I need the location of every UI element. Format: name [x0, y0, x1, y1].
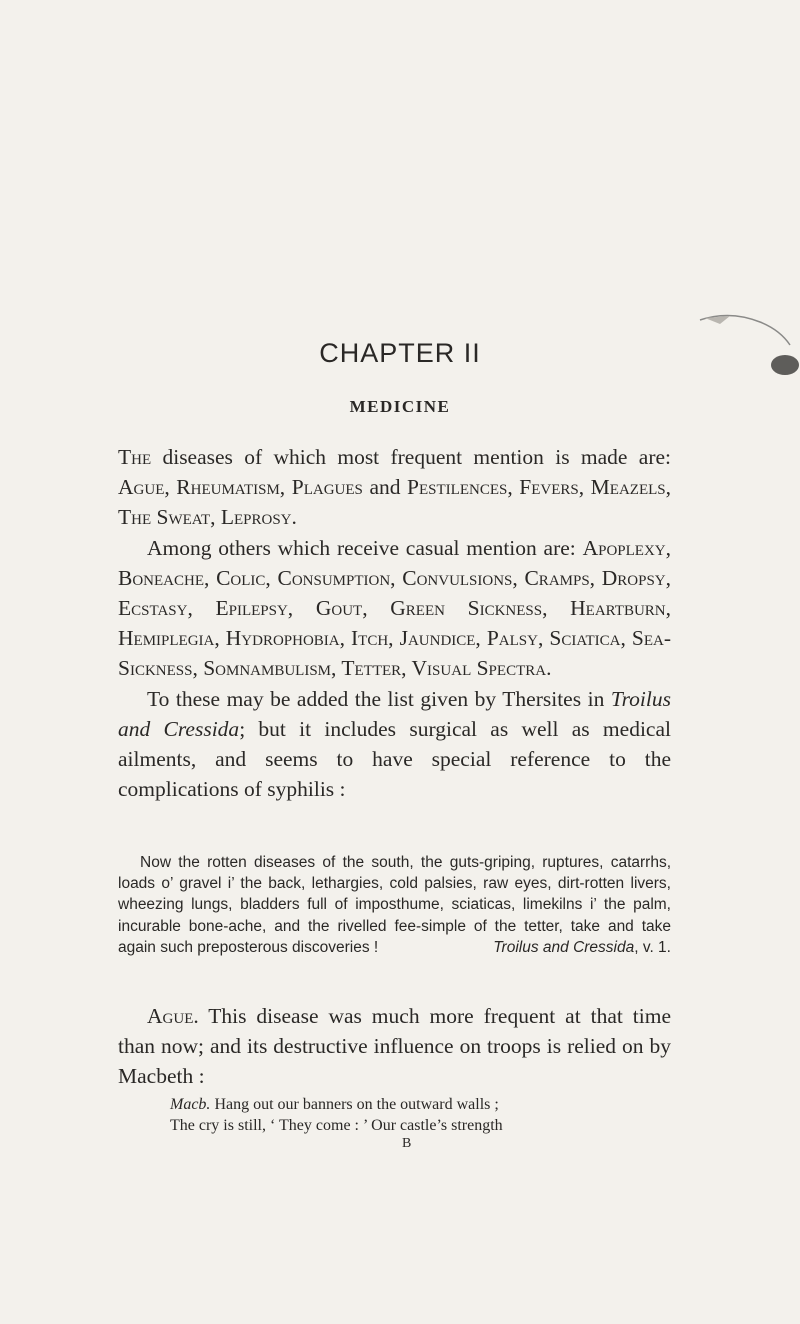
verse-line-1: [140, 1094, 680, 1115]
paragraph-text: diseases of which most frequent mention is made are:: [151, 445, 671, 469]
paragraph-diseases-casual: [118, 533, 671, 684]
paragraph-diseases-frequent: [118, 442, 671, 533]
paragraph-text: To these may be added the list given by Thersites in: [147, 686, 611, 711]
lead-word: The: [118, 445, 152, 469]
verse-text: Hang out our banners on the outward walls ;: [210, 1096, 499, 1113]
disease-list: Ague, Rheumatism, Plagues: [118, 475, 363, 500]
quote-text: Now the rotten diseases of the south, the guts-griping, ruptures, catarrhs, loads o’ gravel i’ the back, lethargies, cold palsies, raw eyes, dirt-rotten livers, wheezing lungs, bladders full of imposthume, sciaticas, limekilns i’ the palm, incurable bone-ache, and the rivelled fee-simple of the tetter, take and take again such preposterous discoveries !: [118, 854, 671, 956]
main-text-block: [118, 442, 671, 804]
paragraph-text: Among others which receive casual mention are:: [147, 535, 583, 560]
paragraph-ague: [118, 1001, 671, 1092]
block-quote: [118, 852, 671, 958]
disease-list-cont: Pestilences, Fevers, Meazels, The Sweat, Leprosy.: [118, 475, 671, 530]
verse-line-2: The cry is still, ‘ They come : ’ Our castle’s strength: [170, 1117, 503, 1134]
ague-section: [118, 1001, 671, 1092]
paragraph-text: This disease was much more frequent at that time than now; and its destructive influence on troops is relied on by Macbeth :: [118, 1004, 671, 1089]
speaker-name: Macb.: [170, 1096, 211, 1113]
verse-quote: [140, 1094, 680, 1136]
citation-ref: , v. 1.: [634, 939, 671, 957]
ague-heading: Ague.: [147, 1004, 199, 1028]
chapter-heading: CHAPTER II: [319, 338, 481, 368]
section-heading: MEDICINE: [349, 397, 451, 416]
paragraph-text-cont: ; but it includes surgical as well as medical ailments, and seems to have special reference to the complications of syphilis :: [118, 716, 671, 802]
signature-mark: B: [402, 1136, 412, 1151]
play-title: Troilus and Cressida: [118, 686, 671, 741]
conjunction: and: [362, 475, 408, 500]
paragraph-thersites: [118, 684, 671, 805]
casual-disease-list: Apoplexy, Boneache, Colic, Consumption, Convulsions, Cramps, Dropsy, Ecstasy, Epilepsy, Gout, Green Sickness, Heartburn, Hemiplegia, Hydrophobia, Itch, Jaundice, Palsy, Sciatica, Sea-Sickness, Somnambulism, Tetter, Visual Spectra.: [118, 535, 671, 681]
citation-title: Troilus and Cressida: [493, 939, 635, 957]
